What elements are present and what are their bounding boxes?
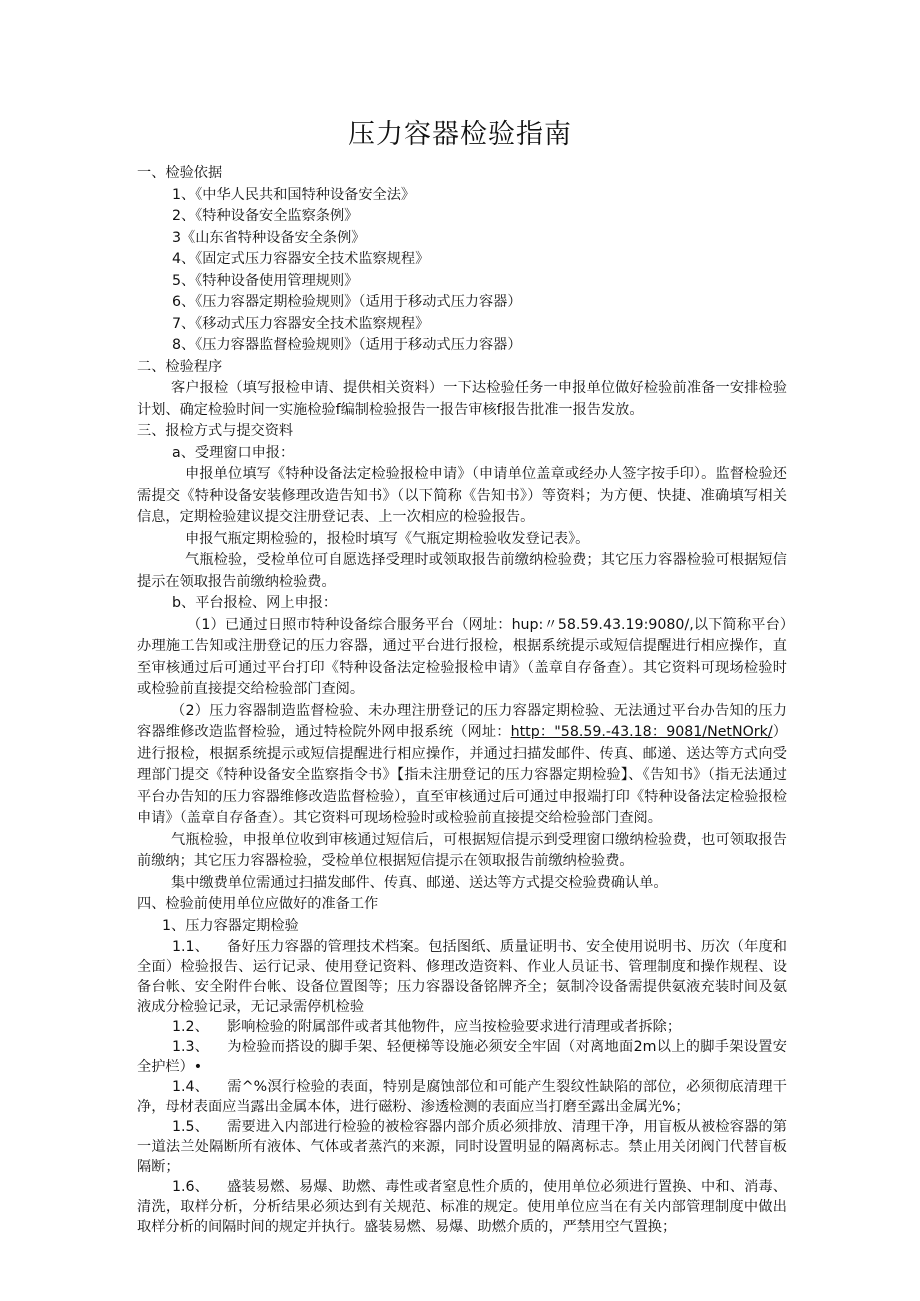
online-paragraph-4: 集中缴费单位需通过扫描发邮件、传真、邮递、送达等方式提交检验费确认单。 <box>171 874 668 891</box>
subsection-heading-online: b、平台报检、网上申报： <box>172 595 338 611</box>
item-text: 需^%溟行检验的表面，特别是腐蚀部位和可能产生裂纹性缺陷的部位，必须彻底清理干净，母材表面应当露出金属本体，进行磁粉、渗透检测的表面应当打磨至露出金属光%； <box>137 1079 787 1115</box>
basis-item: 2、《特种设备安全监察条例》 <box>172 208 359 224</box>
item-number: 1.2、 <box>172 1019 209 1035</box>
online-paragraph-2-start: （2）压力容器制造监督检验、未办理注册登记的压力容器定期检验、无法通过平台办告知的压力容器维修改造监督检验，通过特检院外网申报系统（网址： <box>137 702 787 740</box>
preparation-item <box>137 1117 787 1177</box>
online-paragraph-3: 气瓶检验，申报单位收到审核通过短信后，可根据短信提示到受理窗口缴纳检验费，也可领取报告前缴纳；其它压力容器检验，受检单位根据短信提示在领取报告前缴纳检验费。 <box>137 831 787 869</box>
item-number: 1.1、 <box>172 939 209 955</box>
basis-item: 3《山东省特种设备安全条例》 <box>172 229 366 246</box>
basis-item: 7、《移动式压力容器安全技术监察规程》 <box>172 315 430 332</box>
document-body <box>137 163 787 1237</box>
preparation-item <box>137 1017 787 1037</box>
item-text: 盛装易燃、易爆、助燃、毒性或者窒息性介质的，使用单位必须进行置换、中和、消毒、清洗，取样分析，分析结果必须达到有关规范、标准的规定。使用单位应当在有关内部管理制度中做出取样分析的间隔时间的规定并执行。盛装易燃、易爆、助燃介质的，严禁用空气置换； <box>137 1179 787 1235</box>
window-paragraph-1: 申报单位填写《特种设备法定检验报检申请》（申请单位盖章或经办人签字按手印）。监督检验还需提交《特种设备安装修理改造告知书》（以下简称《告知书》）等资料；为方便、快捷、准确填写相关信息，定期检验建议提交注册登记表、上一次相应的检验报告。 <box>137 466 787 525</box>
section-heading-preparation: 四、检验前使用单位应做好的准备工作 <box>137 896 379 912</box>
basis-item: 1、《中华人民共和国特种设备安全法》 <box>172 186 416 203</box>
window-paragraph-2: 申报气瓶定期检验的，报检时填写《气瓶定期检验收发登记表》。 <box>185 530 590 547</box>
preparation-item <box>137 1177 787 1237</box>
preparation-item <box>137 1037 787 1077</box>
online-paragraph-2 <box>137 701 787 830</box>
basis-item: 8、《压力容器监督检验规则》（适用于移动式压力容器） <box>172 337 522 353</box>
online-paragraph-2-end: ）进行报检，根据系统提示或短信提醒进行相应操作，并通过扫描发邮件、传真、邮递、送达等方式向受理部门提交《特种设备安全监察指令书》【指未注册登记的压力容器定期检验】、《告知书》（指无法通过平台办告知的压力容器维修改造监督检验），直至审核通过后可通过申报端打印《特种设备法定检验报检申请》（盖章自存备查）。其它资料可现场检验时或检验前直接提交给检验部门查阅。 <box>137 724 787 826</box>
item-number: 1.6、 <box>172 1179 209 1195</box>
section-heading-basis: 一、检验依据 <box>137 165 223 181</box>
item-text: 备好压力容器的管理技术档案。包括图纸、质量证明书、安全使用说明书、历次（年度和全面）检验报告、运行记录、使用登记资料、修理改造资料、作业人员证书、管理制度和操作规程、设备台帐、安全附件台帐、设备位置图等；压力容器设备铭牌齐全；氨制冷设备需提供氨液充装时间及氨液成分检验记录，无记录需停机检验 <box>137 939 787 1015</box>
item-text: 为检验而搭设的脚手架、轻便梯等设施必须安全牢固（对离地面2m以上的脚手架设置安全护栏）• <box>137 1039 787 1075</box>
declaration-system-link[interactable]: http："58.59.-43.18：9081/NetNOrk/ <box>510 724 773 740</box>
item-text: 影响检验的附属部件或者其他物件，应当按检验要求进行清理或者拆除； <box>227 1019 682 1035</box>
section-heading-procedure: 二、检验程序 <box>137 358 223 375</box>
preparation-item <box>137 1077 787 1117</box>
section-heading-submission: 三、报检方式与提交资料 <box>137 423 294 439</box>
item-number: 1.5、 <box>172 1119 209 1135</box>
item-number: 1.3、 <box>172 1039 209 1055</box>
item-text: 需要进入内部进行检验的被检容器内部介质必须排放、清理干净，用盲板从被检容器的第一道法兰处隔断所有液体、气体或者蒸汽的来源，同时设置明显的隔离标志。禁止用关闭阀门代替盲板隔断； <box>137 1119 787 1175</box>
procedure-paragraph: 客户报检（填写报检申请、提供相关资料）一下达检验任务一申报单位做好检验前准备一安排检验计划、确定检验时间一实施检验f编制检验报告一报告审核f报告批准一报告发放。 <box>137 380 787 418</box>
basis-item: 6、《压力容器定期检验规则》（适用于移动式压力容器） <box>172 294 522 310</box>
item-number: 1.4、 <box>172 1079 209 1095</box>
subsection-heading-window: a、受理窗口申报： <box>172 444 295 461</box>
window-paragraph-3: 气瓶检验，受检单位可自愿选择受理时或领取报告前缴纳检验费；其它压力容器检验可根据短信提示在领取报告前缴纳检验费。 <box>137 552 787 590</box>
online-paragraph-1: （1）已通过日照市特种设备综合服务平台（网址：hup:〃58.59.43.19:9080/,以下简称平台）办理施工告知或注册登记的压力容器，通过平台进行报检，根据系统提示或短信提醒进行相应操作，直至审核通过后可通过平台打印《特种设备法定检验报检申请》（盖章自存备查）。其它资料可现场检验时或检验前直接提交给检验部门查阅。 <box>137 616 787 697</box>
basis-item: 4、《固定式压力容器安全技术监察规程》 <box>172 251 430 267</box>
preparation-item <box>137 937 787 1017</box>
document-title: 压力容器检验指南 <box>348 119 572 150</box>
subsection-heading-periodic: 1、压力容器定期检验 <box>162 917 299 934</box>
basis-item: 5、《特种设备使用管理规则》 <box>172 272 359 289</box>
